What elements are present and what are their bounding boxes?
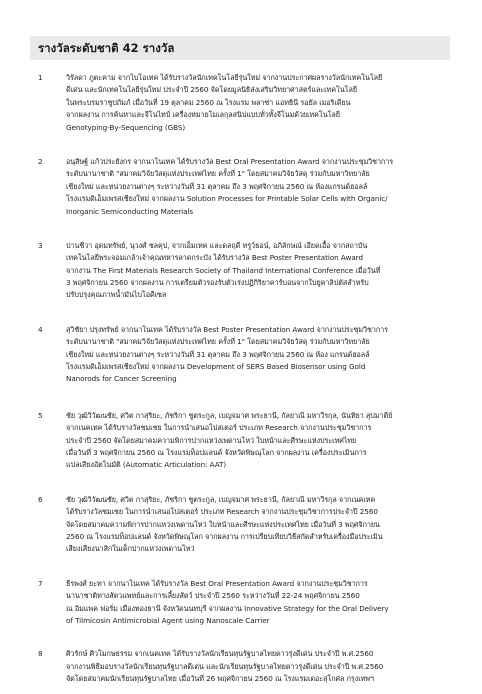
award-number: 8 [38, 649, 43, 659]
award-text-line: โรงแรมดิเอ็มเพรสเชียงใหม่ จากผลงาน Development of SERS Based Biosensor using Gold [66, 362, 366, 372]
award-entry [30, 324, 454, 386]
award-text-line: of Tilmicosin Antimicrobial Agent using Nanoscale Carrier [66, 615, 270, 625]
awards-list [30, 72, 454, 685]
award-text-line: 2560 ณ โรงแรมท็อปแลนด์ จังหวัดพิษณุโลก จากผลงาน การเปรียบเทียบวิธีสกัดสำหรับเครื่องมือประเมิน [66, 531, 383, 541]
award-text-line: เชียงใหม่ และหน่วยงานต่างๆ ระหว่างวันที่ 31 ตุลาคม ถึง 3 พฤศจิกายน 2560 ณ ห้องแกรนด์ฮอลล์ [66, 181, 368, 191]
award-text-line: ชัย วุฒิวิวัฒนชัย, ศวิต กาสุริยะ, ภัชริกา ชูตระกูล, เบญจมาศ พระธานี, กัลยาณี มหาวีรกุล จากเนคเทค [66, 494, 376, 504]
award-entry [30, 494, 454, 556]
award-description [66, 410, 454, 472]
award-text-line: ประจำปี 2560 จัดโดยสมาคมความพิการปากแหว่งเพดานโหว่ ใบหน้าและศีรษะแห่งประเทศไทย [66, 435, 357, 445]
award-description [66, 240, 454, 302]
section-title: รางวัลระดับชาติ 42 รางวัล [38, 41, 175, 55]
award-text-line: นานาชาติทางสัตวแพทย์และการเลี้ยงสัตว์ ประจำปี 2560 ระหว่างวันที่ 22-24 พฤศจิกายน 2560 [66, 591, 360, 601]
award-description [66, 324, 454, 386]
award-text-line: ปรับปรุงคุณภาพน้ำมันไบโอดีเซล [66, 290, 167, 300]
award-entry [30, 410, 454, 472]
award-text-line: ณ อิมแพค ฟอรั่ม เมืองทองธานี จังหวัดนนทบุรี จากผลงาน Innovative Strategy for the Oral Delivery [66, 603, 389, 613]
award-text-line: เสียงเสียงนาสิกในเด็กปากแหว่งเพดานโหว่ [66, 544, 195, 554]
award-text-line: จากงาน The First Materials Research Society of Thailand International Conference เมื่อวันที่ [66, 265, 381, 275]
award-entry [30, 72, 454, 134]
award-text-line: เมื่อวันที่ 3 พฤศจิกายน 2560 ณ โรงแรมท็อปแลนด์ จังหวัดพิษณุโลก จากผลงาน เครื่องประเมินการ [66, 447, 367, 457]
award-description [66, 156, 454, 218]
award-entry [30, 578, 454, 628]
award-text-line: จากผลงาน การค้นหาและจีโนไทป์ เครื่องหมายโมเลกุลสนิปแบบทั่วทั้งจีโนมด้วยเทคโนโลยี [66, 110, 340, 120]
award-text-line: จัดโดยสมาคมนักเรียนทุนรัฐบาลไทย เมื่อวันที่ 26 พฤศจิกายน 2560 ณ โรงแรมเดอะสุโกศล กรุงเทพฯ [66, 674, 374, 684]
award-number: 5 [38, 410, 43, 420]
award-text-line: จากเนคเทค ได้รับรางวัลชมเชย ในการนำเสนอโปสเตอร์ ประเภท Research จากงานประชุมวิชาการ [66, 423, 372, 433]
award-text-line: ชัย วุฒิวิวัฒนชัย, ศวิต กาสุริยะ, ภัชริกา ชูตระกูล, เบญจมาศ พระธานี, กัลยาณี มหาวีรกุล, นันทิยา สุปมาตีย์ [66, 410, 393, 420]
award-description [66, 648, 454, 685]
award-number: 3 [38, 240, 43, 250]
award-description [66, 578, 454, 628]
award-text-line: เชียงใหม่ และหน่วยงานต่างๆ ระหว่างวันที่ 31 ตุลาคม ถึง 3 พฤศจิกายน 2560 ณ ห้อง แกรนด์ฮอลล์ [66, 349, 370, 359]
award-number: 6 [38, 494, 43, 504]
award-text-line: ศิวรักษ์ ศิวโมกษธรรม จากเนคเทค ได้รับรางวัลนักเรียนทุนรัฐบาลไทยดาวรุ่งดีเด่น ประจำปี พ.ศ.2560 [66, 649, 374, 659]
award-number: 7 [38, 578, 43, 588]
award-text-line: Genotyping-By-Sequencing (GBS) [66, 122, 186, 132]
award-text-line: ปานชีวา อุดมทรัพย์, นุวงศ์ ชลคุป, จากเอ็มเทค และดลฤดี ทรูว์ธอน์, อภิลักษณ์ เอียดเอื้อ จากสถาบัน [66, 240, 368, 250]
award-text-line: ระดับนานาชาติ "สมาคมวิจัยวัสดุแห่งประเทศไทย ครั้งที่ 1" โดยสมาคมวิจัยวัสดุ ร่วมกับมหาวิทยาลัย [66, 337, 370, 347]
award-text-line: สุวิชัยา ปรุงทรัพย์ จากนาโนเทค ได้รับรางวัล Best Poster Presentation Award จากงานประชุมวิชาการ [66, 324, 388, 334]
award-text-line: ได้รับรางวัลชมเชย ในการนำเสนอโปสเตอร์ ประเภท Research จากงานประชุมวิชาการประจำปี 2560 [66, 507, 378, 517]
award-entry [30, 240, 454, 302]
award-text-line: โรงแรมดิเอ็มเพรสเชียงใหม่ จากผลงาน Solution Processes for Printable Solar Cells with Organic/ [66, 194, 388, 204]
award-number: 4 [38, 324, 43, 334]
award-text-line: 3 พฤศจิกายน 2560 จากผลงาน การเตรียมตัวรองรับตัวเร่งปฏิกิริยาคาร์บอนจากใบยูคาลิปตัสสำหรับ [66, 278, 369, 288]
section-header [30, 36, 450, 60]
award-text-line: วิรัลดา ภูตะคาม จากไบโอเทค ได้รับรางวัลนักเทคโนโลยีรุ่นใหม่ จากงานประกาศผลรางวัลนักเทคโนโลยี [66, 73, 383, 82]
award-entry [30, 648, 454, 685]
award-text-line: เทคโนโลยีพระจอมเกล้าเจ้าคุณทหารลาดกระบัง ได้รับรางวัล Best Poster Presentation Award [66, 253, 363, 263]
award-text-line: จัดโดยสมาคมความพิการปากแหว่งเพดานโหว่ ใบหน้าและศีรษะแห่งประเทศไทย เมื่อวันที่ 3 พฤศจิกายน [66, 519, 380, 529]
award-text-line: อนุสิษฐ์ แก้วประยังกร จากนาโนเทค ได้รับรางวัล Best Oral Presentation Award จากงานประชุมวิชาการ [66, 156, 394, 166]
award-text-line: ระดับนานาชาติ "สมาคมวิจัยวัสดุแห่งประเทศไทย ครั้งที่ 1" โดยสมาคมวิจัยวัสดุ ร่วมกับมหาวิทยาลัย [66, 169, 370, 179]
award-text-line: Nanorods for Cancer Screening [66, 374, 177, 384]
award-text-line: Inorganic Semiconducting Materials [66, 206, 194, 216]
award-text-line: แปลเสียงอัตโนมัติ (Automatic Articulation: AAT) [66, 460, 227, 470]
award-text-line: จากงานพิธีมอบรางวัลนักเรียนทุนรัฐบาลดีเด่น และนักเรียนทุนรัฐบาลไทยดาวรุ่งดีเด่น ประจำปี พ.ศ.2560 [66, 661, 384, 671]
award-text-line: ธีรพงศ์ ยะทา จากนาโนเทค ได้รับรางวัล Best Oral Presentation Award จากงานประชุมวิชาการ [66, 578, 368, 588]
award-description [66, 72, 454, 134]
award-number: 2 [38, 156, 43, 166]
award-entry [30, 156, 454, 218]
award-number: 1 [38, 73, 43, 82]
award-text-line: ดีเด่น และนักเทคโนโลยีรุ่นใหม่ ประจำปี 2560 จัดโดยมูลนิธิส่งเสริมวิทยาศาสตร์และเทคโนโลยี [66, 85, 357, 95]
award-description [66, 494, 454, 556]
award-text-line: ในพระบรมราชูปถัมภ์ เมื่อวันที่ 19 ตุลาคม 2560 ณ โรงแรม พลาซ่า แอทธินี รอยัล เมอริเดียน [66, 97, 351, 107]
